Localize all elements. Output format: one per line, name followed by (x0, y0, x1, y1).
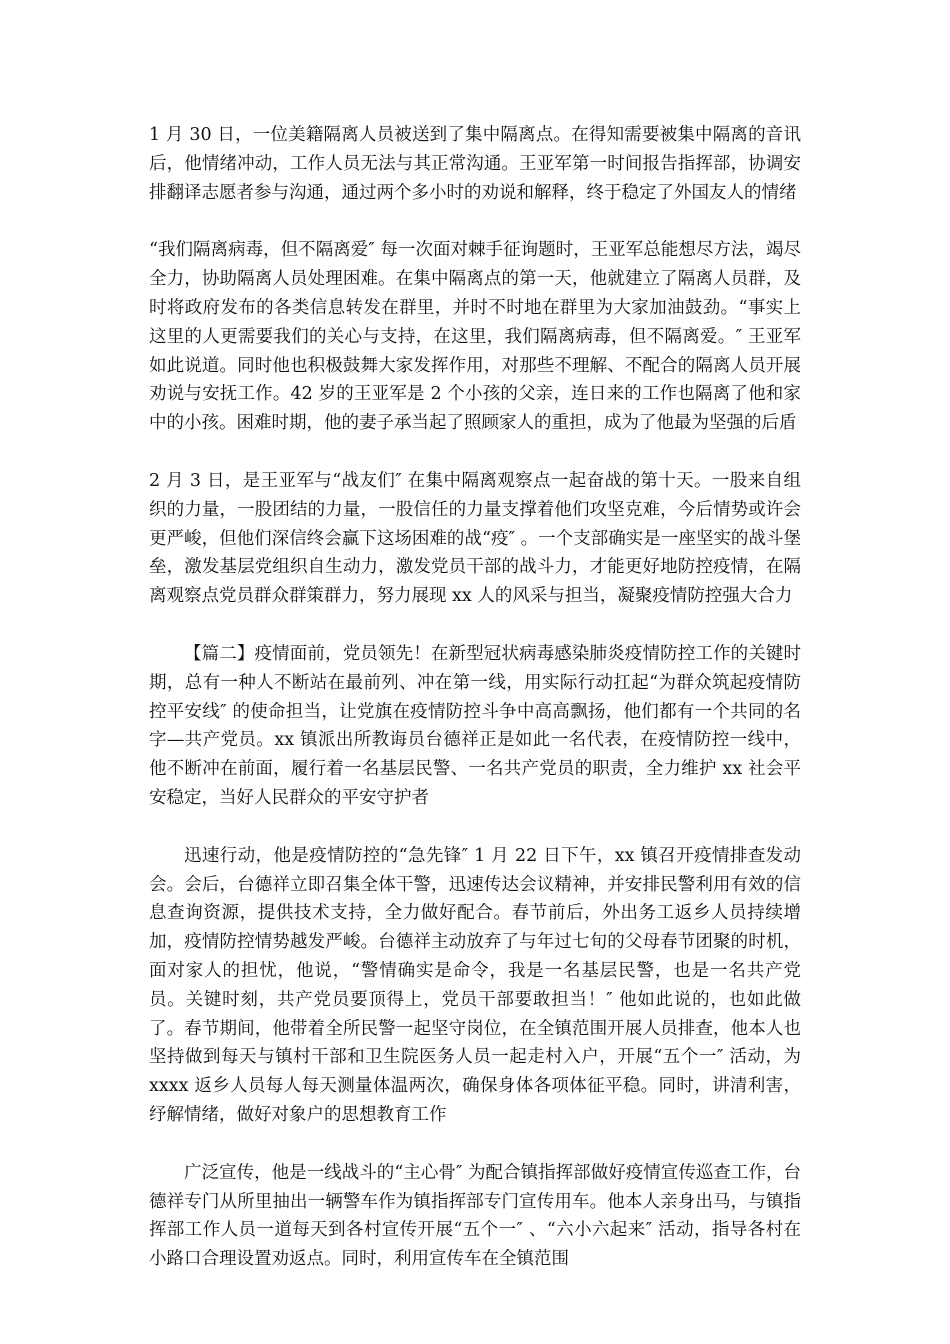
paragraph-2: “我们隔离病毒，但不隔离爱″ 每一次面对棘手征询题时，王亚军总能想尽方法，竭尽全力，协助隔离人员处理困难。在集中隔离点的第一天，他就建立了隔离人员群，及时将政府发布的各类信息转发在群里，并时不时地在群里为大家加油鼓劲。“事实上这里的人更需要我们的关心与支持，在这里，我们隔离病毒，但不隔离爱。″ 王亚军如此说道。同时他也积极鼓舞大家发挥作用，对那些不理解、不配合的隔离人员开展劝说与安抚工作。42 岁的王亚军是 2 个小孩的父亲，连日来的工作也隔离了他和家中的小孩。困难时期，他的妻子承当起了照顾家人的重担，成为了他最为坚强的后盾 (149, 240, 801, 434)
paragraph-4-section-two: 【篇二】疫情面前，党员领先！在新型冠状病毒感染肺炎疫情防控工作的关键时期，总有一种人不断站在最前列、冲在第一线，用实际行动扛起“为群众筑起疫情防控平安线″ 的使命担当，让党旗在疫情防控斗争中高高飘扬，他们都有一个共同的名字—共产党员。xx 镇派出所教诲员台德祥正是如此一名代表，在疫情防控一线中，他不断冲在前面，履行着一名基层民警、一名共产党员的职责，全力维护 xx 社会平安稳定，当好人民群众的平安守护者 (149, 643, 801, 808)
paragraph-6: 广泛宣传，他是一线战斗的“主心骨″ 为配合镇指挥部做好疫情宣传巡查工作，台德祥专门从所里抽出一辆警车作为镇指挥部专门宣传用车。他本人亲身出马，与镇指挥部工作人员一道每天到各村宣传开展“五个一″ 、“六小六起来″ 活动，指导各村在小路口合理设置劝返点。同时，利用宣传车在全镇范围 (149, 1162, 801, 1270)
document-body (149, 121, 801, 1303)
paragraph-5: 迅速行动，他是疫情防控的“急先锋″ 1 月 22 日下午，xx 镇召开疫情排查发动会。会后，台德祥立即召集全体干警，迅速传达会议精神，并安排民警利用有效的信息查询资源，提供技术支持，全力做好配合。春节前后，外出务工返乡人员持续增加，疫情防控情势越发严峻。台德祥主动放弃了与年过七旬的父母春节团聚的时机，面对家人的担忧，他说，“警情确实是命令，我是一名基层民警，也是一名共产党员。关键时刻，共产党员要顶得上，党员干部要敢担当！″ 他如此说的，也如此做了。春节期间，他带着全所民警一起坚守岗位，在全镇范围开展人员排查，他本人也坚持做到每天与镇村干部和卫生院医务人员一起走村入户，开展“五个一″ 活动，为 xxxx 返乡人员每人每天测量体温两次，确保身体各项体征平稳。同时，讲清利害，纾解情绪，做好对象户的思想教育工作 (149, 845, 801, 1125)
paragraph-3: 2 月 3 日，是王亚军与“战友们″ 在集中隔离观察点一起奋战的第十天。一股来自组织的力量，一股团结的力量，一股信任的力量支撑着他们攻坚克难，今后情势或许会更严峻，但他们深信终会赢下这场困难的战“疫″ 。一个支部确实是一座坚实的战斗堡垒，激发基层党组织自生动力，激发党员干部的战斗力，才能更好地防控疫情，在隔离观察点党员群众群策群力，努力展现 xx 人的风采与担当，凝聚疫情防控强大合力 (149, 470, 801, 607)
paragraph-1: 1 月 30 日，一位美籍隔离人员被送到了集中隔离点。在得知需要被集中隔离的音讯后，他情绪冲动，工作人员无法与其正常沟通。王亚军第一时间报告指挥部，协调安排翻译志愿者参与沟通，通过两个多小时的劝说和解释，终于稳定了外国友人的情绪 (149, 125, 801, 203)
